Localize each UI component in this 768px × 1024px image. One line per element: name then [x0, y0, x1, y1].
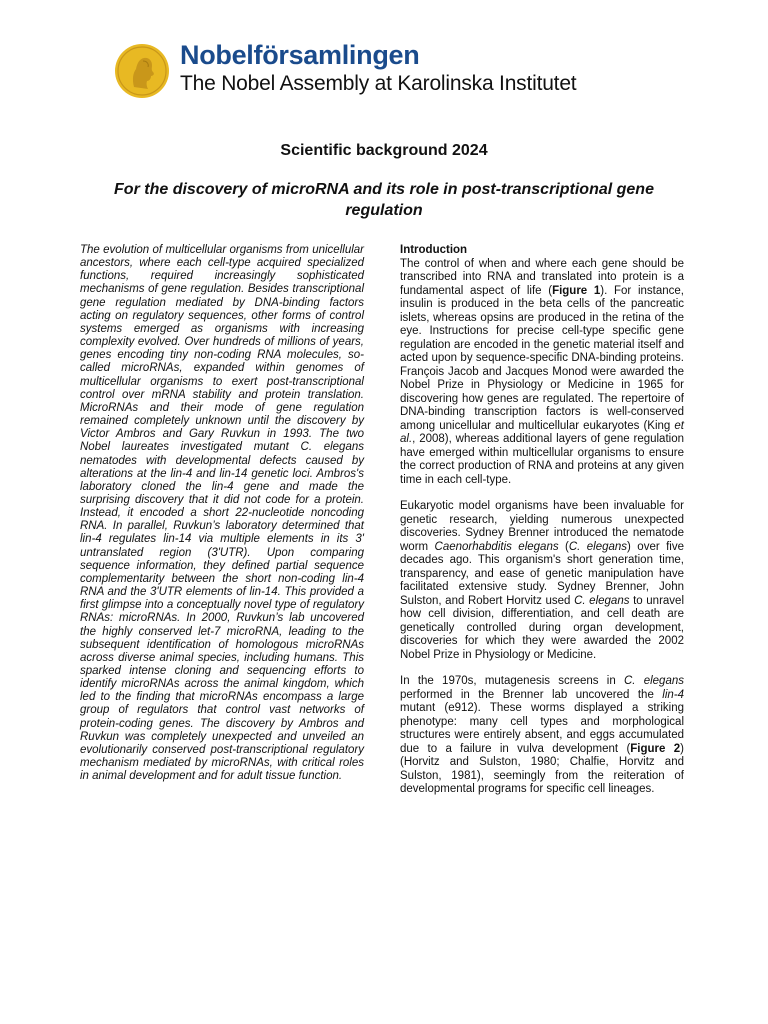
species-abbr: C. elegans: [574, 594, 630, 607]
document-title: For the discovery of microRNA and its role in post-transcriptional gene regulation: [114, 181, 654, 219]
org-subtitle: The Nobel Assembly at Karolinska Institutet: [180, 72, 577, 95]
nobel-medal-logo: [114, 43, 170, 99]
intro-paragraph-3: [400, 675, 684, 797]
introduction-column: [400, 244, 684, 810]
section-heading: Introduction: [400, 244, 468, 256]
header: [114, 40, 734, 100]
text-run: In the 1970s, mutagenesis screens in: [400, 675, 624, 687]
species-name: Caenorhabditis elegans: [434, 540, 559, 553]
text-run: to unravel how cell division, differentiation, and cell death are genetically controlled during organ development, discoveries for which they were awarded the 2002 Nobel Prize in Physiology or Medicine.: [400, 594, 685, 661]
org-name: Nobelförsamlingen: [180, 40, 420, 70]
gene-name: lin-4: [662, 688, 684, 701]
text-run: performed in the Brenner lab uncovered the: [400, 688, 663, 701]
citation-etal: et al.: [400, 419, 684, 445]
intro-paragraph-2: [400, 500, 684, 662]
text-run: ). For instance, insulin is produced in the beta cells of the pancreatic islets, whereas opsins are produced in the retina of the eye. Instructions for precise cell-type specific gene regulation are encoded in the genetic material itself and acted upon by sequence-specific DNA-binding proteins. François Jacob and Jacques Monod were awarded the Nobel Prize in Physiology or Medicine in 1965 for discovering how genes are regulated. The repertoire of DNA-binding transcription factors is well-conserved among unicellular and multicellular eukaryotes (King: [400, 284, 684, 432]
species-abbr: C. elegans: [623, 675, 684, 687]
text-run: The control of when and where each gene should be transcribed into RNA and translated into protein is a fundamental aspect of life (: [400, 257, 684, 297]
text-run: ) over five decades ago. This organism's short generation time, transparency, and ease of genetic manipulation have facilitated extensive study. Sydney Brenner, John Sulston, and Robert Horvitz used: [400, 540, 684, 607]
text-run: ) (Horvitz and Sulston, 1980; Chalfie, Horvitz and Sulston, 1981), seemingly from the reiteration of developmental programs for specific cell lineages.: [400, 742, 684, 795]
document-type: Scientific background 2024: [280, 142, 488, 159]
text-run: (: [558, 540, 569, 553]
abstract: The evolution of multicellular organisms from unicellular ancestors, where each cell-type acquired specialized functions, required increasingly sophisticated mechanisms of gene regulation. Besides transcriptional gene regulation mediated by DNA-binding factors acting on regulatory sequences, other forms of control systems emerged as organisms with increasing complexity evolved. Over hundreds of millions of years, genes encoding tiny non-coding RNA molecules, so-called microRNAs, expanded within genomes of multicellular organisms to exert post-transcriptional control over mRNA stability and protein translation. MicroRNAs and their mode of gene regulation remained completely unknown until the discovery by Victor Ambros and Gary Ruvkun in 1993. The two Nobel laureates investigated mutant C. elegans nematodes with developmental defects caused by alterations at the lin-4 and lin-14 genetic loci. Ambros's laboratory cloned the lin-4 gene and made the surprising discovery that it did not code for a protein. Instead, it encoded a short 22-nucleotide noncoding RNA. In parallel, Ruvkun’s laboratory determined that lin-4 regulates lin-14 via multiple elements in its 3' untranslated region (3'UTR). Upon comparing sequence information, they defined partial sequence complementarity between the short non-coding lin-4 RNA and the 3'UTR elements of lin-14. This provided a first glimpse into a conceptually novel type of regulatory RNAs: microRNAs. In 2000, Ruvkun’s lab uncovered the highly conserved let-7 microRNA, leading to the subsequent identification of homologous microRNAs across diverse animal species, including humans. This sparked intense cloning and sequencing efforts to identify microRNAs across the animal kingdom, which led to the finding that microRNAs encompass a large group of regulators that control vast networks of protein-coding genes. The discovery by Ambros and Ruvkun was completely unexpected and unveiled an evolutionarily conserved post-transcriptional regulatory mechanism mediated by microRNAs, with critical roles in animal development and for adult tissue function.: [80, 244, 364, 783]
intro-paragraph-1: [400, 244, 684, 487]
text-run: Eukaryotic model organisms have been invaluable for genetic research, yielding numerous unexpected discoveries. Sydney Brenner introduced the nematode worm: [400, 500, 684, 553]
species-abbr: C. elegans: [568, 540, 628, 553]
figure-ref: Figure 1: [552, 284, 601, 297]
text-run: mutant (e912). These worms displayed a striking phenotype: many cell types and morphological structures were entirely absent, and eggs accumulated due to a failure in vulva development (: [400, 702, 684, 755]
figure-ref: Figure 2: [630, 742, 681, 755]
text-run: , 2008), whereas additional layers of gene regulation have emerged within multicellular organisms to ensure the correct production of RNA and proteins at any given time in each cell-type.: [400, 433, 684, 486]
